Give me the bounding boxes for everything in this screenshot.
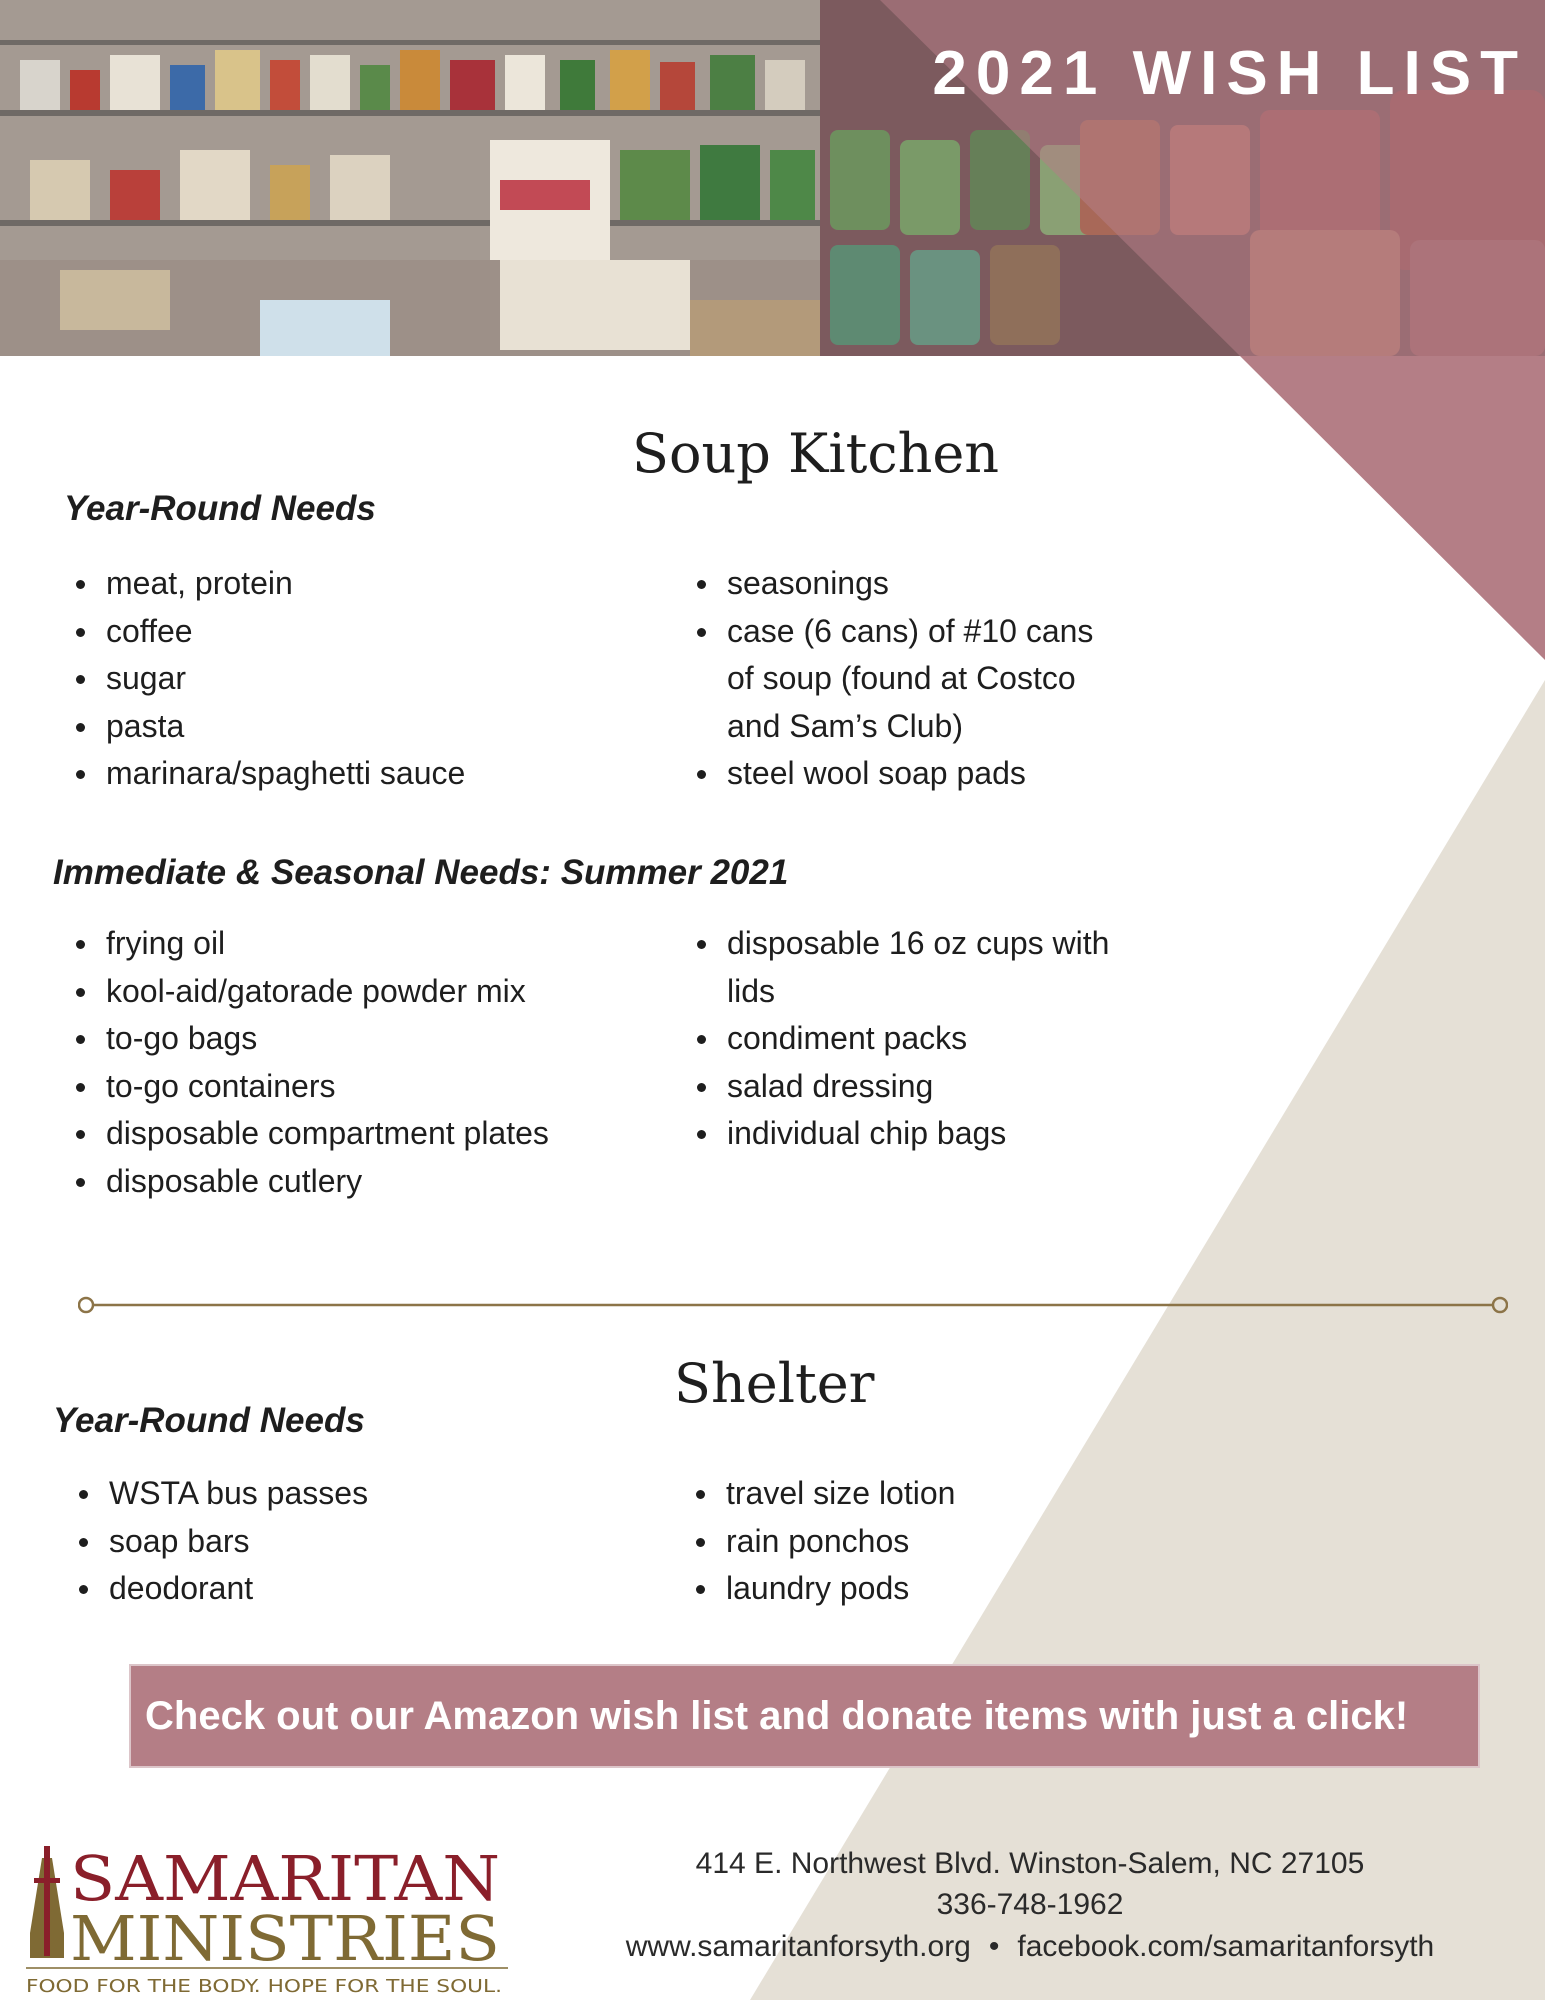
samaritan-ministries-logo [22, 1838, 512, 1998]
list-item: meat, protein [64, 560, 624, 608]
list-item: deodorant [67, 1565, 587, 1613]
list-item: disposable compartment plates [64, 1110, 644, 1158]
logo-line1: SAMARITAN [70, 1842, 500, 1915]
amazon-wish-list-banner[interactable] [129, 1664, 1480, 1768]
soup-kitchen-year-round-left-list [64, 560, 624, 798]
amazon-wish-list-text: Check out our Amazon wish list and donate items with just a click! [145, 1693, 1409, 1738]
shelter-year-round-right-list [684, 1470, 1144, 1613]
list-item: coffee [64, 608, 624, 656]
shelter-year-round-left-list [67, 1470, 587, 1613]
list-item: pasta [64, 703, 624, 751]
mauve-triangle [1240, 356, 1545, 660]
list-item: salad dressing [685, 1063, 1145, 1111]
list-item: marinara/spaghetti sauce [64, 750, 624, 798]
list-item: disposable cutlery [64, 1158, 644, 1206]
address-text: 414 E. Northwest Blvd. Winston-Salem, NC 27105 [695, 1847, 1365, 1880]
soup-kitchen-seasonal-right-list [685, 920, 1145, 1158]
list-item: laundry pods [684, 1565, 1144, 1613]
list-item: to-go containers [64, 1063, 644, 1111]
list-item: individual chip bags [685, 1110, 1145, 1158]
banner-title: 2021 WISH LIST [932, 39, 1527, 108]
list-item: to-go bags [64, 1015, 644, 1063]
soup-kitchen-year-round-right-list [685, 560, 1115, 798]
website-link[interactable]: www.samaritanforsyth.org [625, 1930, 971, 1963]
list-item: condiment packs [685, 1015, 1145, 1063]
facebook-link[interactable]: facebook.com/samaritanforsyth [1017, 1930, 1435, 1963]
logo-tagline: FOOD FOR THE BODY. HOPE FOR THE SOUL. [26, 1976, 502, 1997]
shelter-year-round-heading: Year-Round Needs [53, 1401, 365, 1440]
list-item: rain ponchos [684, 1518, 1144, 1566]
list-item: frying oil [64, 920, 644, 968]
list-item: case (6 cans) of #10 cans of soup (found at Costco and Sam’s Club) [685, 608, 1115, 751]
list-item: disposable 16 oz cups with lids [685, 920, 1145, 1015]
web-links [600, 1930, 1460, 1964]
section-divider [78, 1294, 1508, 1316]
shelter-title: Shelter [674, 1352, 875, 1415]
soup-kitchen-seasonal-left-list [64, 920, 644, 1205]
list-item: travel size lotion [684, 1470, 1144, 1518]
list-item: seasonings [685, 560, 1115, 608]
separator-dot: • [988, 1930, 1000, 1963]
list-item: WSTA bus passes [67, 1470, 587, 1518]
list-item: kool-aid/gatorade powder mix [64, 968, 644, 1016]
list-item: sugar [64, 655, 624, 703]
list-item: steel wool soap pads [685, 750, 1115, 798]
logo-line2: MINISTRIES [70, 1902, 500, 1975]
beige-triangle [750, 680, 1545, 2000]
soup-kitchen-title: Soup Kitchen [632, 422, 1000, 485]
soup-kitchen-seasonal-heading: Immediate & Seasonal Needs: Summer 2021 [53, 853, 789, 892]
phone-text: 336-748-1962 [936, 1888, 1124, 1921]
list-item: soap bars [67, 1518, 587, 1566]
soup-kitchen-year-round-heading: Year-Round Needs [64, 489, 376, 528]
